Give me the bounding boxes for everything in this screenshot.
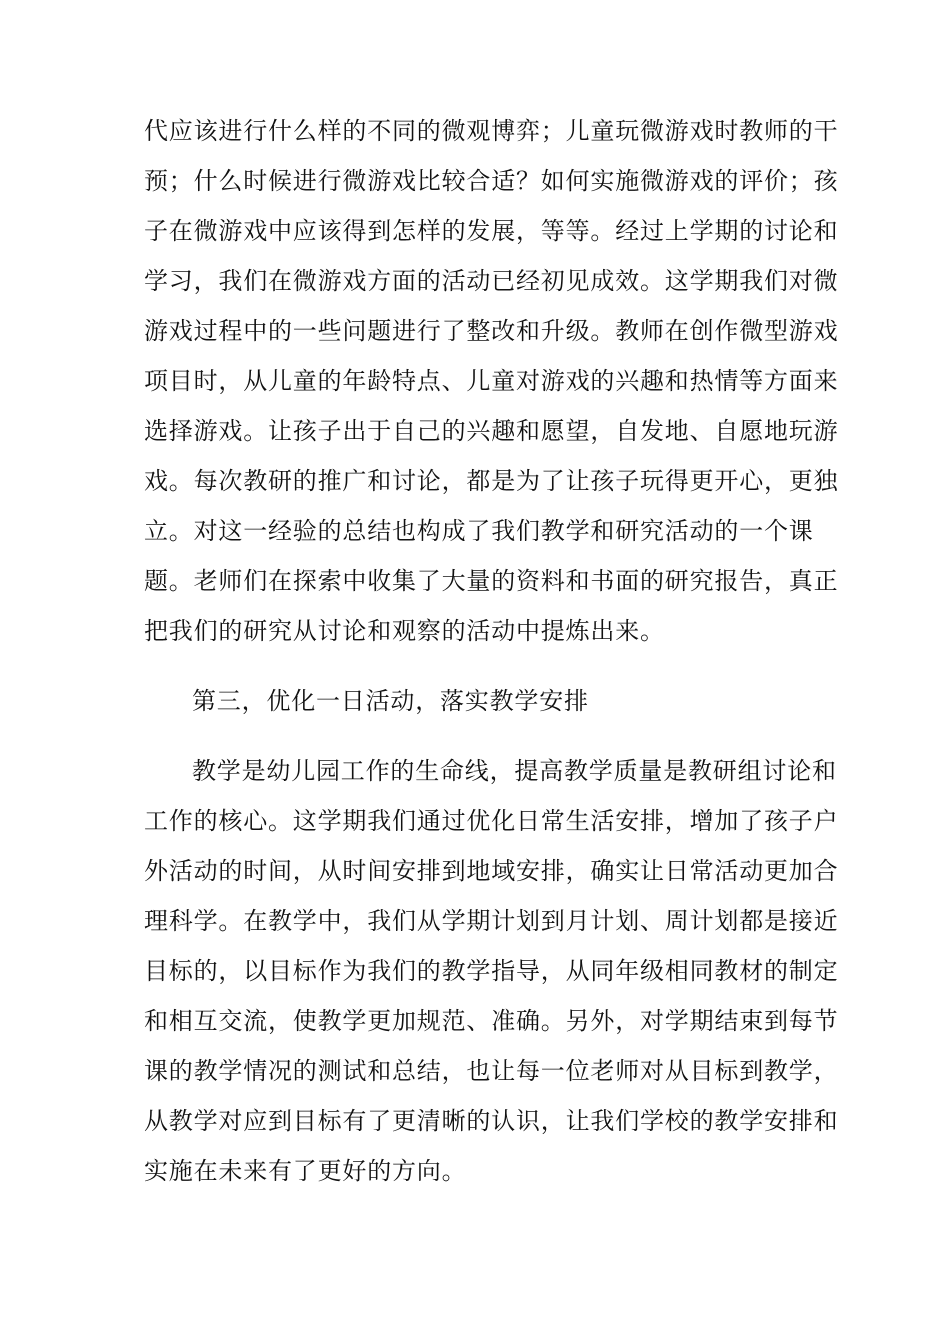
text-line: 目标的，以目标作为我们的教学指导，从同年级相同教材的制定 <box>144 957 839 985</box>
text-line: 戏。每次教研的推广和讨论，都是为了让孩子玩得更开心，更独 <box>144 467 839 495</box>
text-line: 学习，我们在微游戏方面的活动已经初见成效。这学期我们对微 <box>144 267 839 295</box>
text-line: 项目时，从儿童的年龄特点、儿童对游戏的兴趣和热情等方面来 <box>144 367 839 395</box>
section-heading: 第三，优化一日活动，落实教学安排 <box>192 687 589 715</box>
text-line: 题。老师们在探索中收集了大量的资料和书面的研究报告，真正 <box>144 567 839 595</box>
text-line: 选择游戏。让孩子出于自己的兴趣和愿望，自发地、自愿地玩游 <box>144 417 839 445</box>
text-line: 游戏过程中的一些问题进行了整改和升级。教师在创作微型游戏 <box>144 317 839 345</box>
text-line: 代应该进行什么样的不同的微观博弈；儿童玩微游戏时教师的干 <box>144 117 839 145</box>
text-line: 从教学对应到目标有了更清晰的认识，让我们学校的教学安排和 <box>144 1107 839 1135</box>
text-line: 实施在未来有了更好的方向。 <box>144 1157 467 1185</box>
text-line: 理科学。在教学中，我们从学期计划到月计划、周计划都是接近 <box>144 907 839 935</box>
text-line: 立。对这一经验的总结也构成了我们教学和研究活动的一个课 <box>144 517 814 545</box>
text-line: 工作的核心。这学期我们通过优化日常生活安排，增加了孩子户 <box>144 807 839 835</box>
text-line: 把我们的研究从讨论和观察的活动中提炼出来。 <box>144 617 665 645</box>
text-line: 课的教学情况的测试和总结，也让每一位老师对从目标到教学， <box>144 1057 839 1085</box>
text-line: 教学是幼儿园工作的生命线，提高教学质量是教研组讨论和 <box>192 757 837 785</box>
text-line: 和相互交流，使教学更加规范、准确。另外，对学期结束到每节 <box>144 1007 839 1035</box>
text-line: 外活动的时间，从时间安排到地域安排，确实让日常活动更加合 <box>144 857 839 885</box>
text-line: 预；什么时候进行微游戏比较合适？如何实施微游戏的评价；孩 <box>144 167 839 195</box>
text-line: 子在微游戏中应该得到怎样的发展，等等。经过上学期的讨论和 <box>144 217 839 245</box>
